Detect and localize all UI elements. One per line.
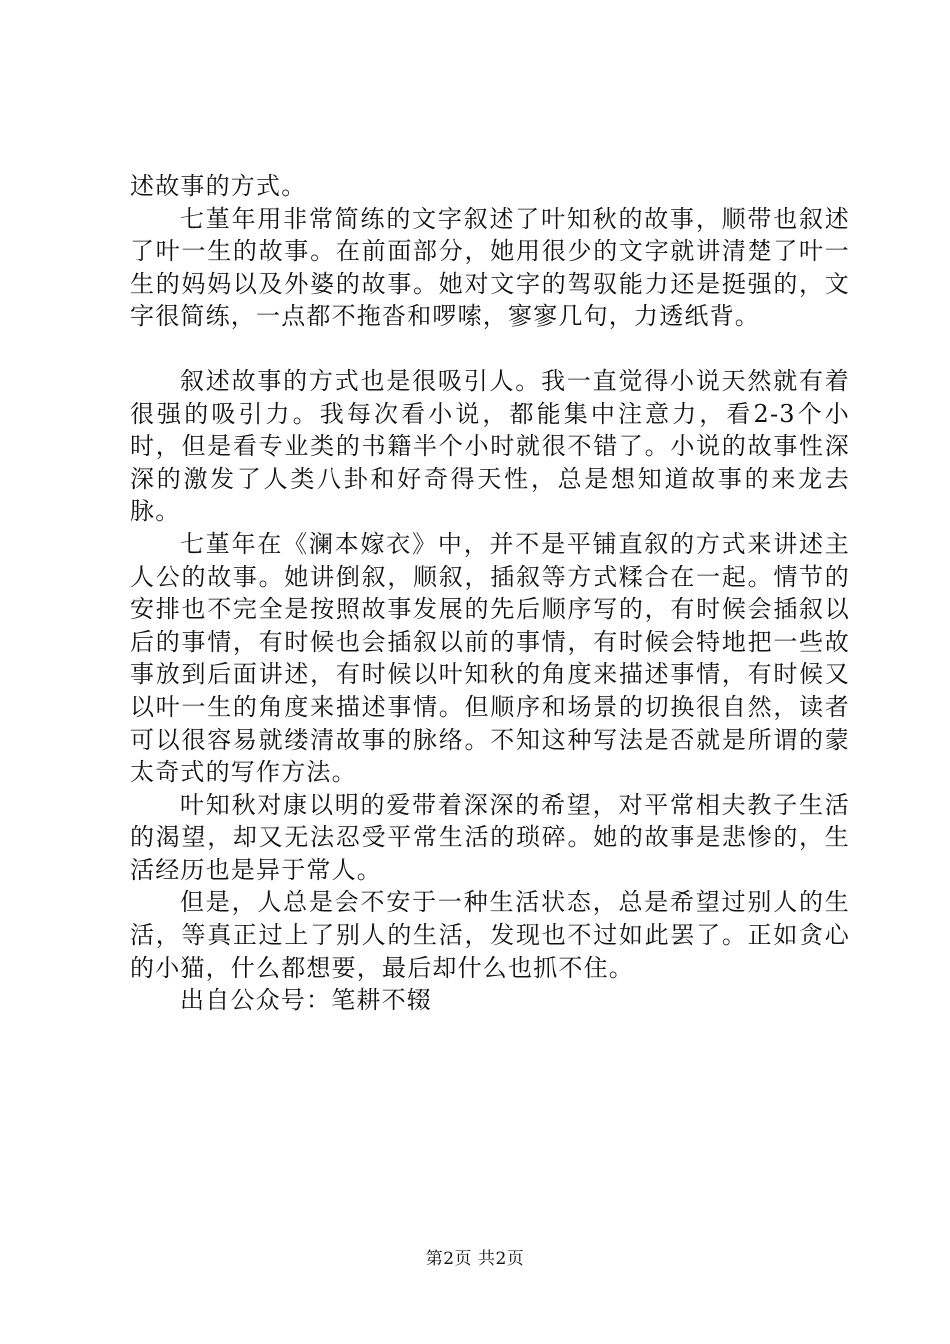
paragraph-6: 但是，人总是会不安于一种生活状态，总是希望过别人的生活，等真正过上了别人的生活，发现也不过如此罢了。正如贪心的小猫，什么都想要，最后却什么也抓不住。 [130,888,850,982]
page-number-footer: 第2页 共2页 [425,1249,525,1269]
paragraph-4: 七堇年在《澜本嫁衣》中，并不是平铺直叙的方式来讲述主人公的故事。她讲倒叙，顺叙，插叙等方式糅合在一起。情节的安排也不完全是按照故事发展的先后顺序写的，有时候会插叙以后的事情，有时候也会插叙以前的事情，有时候会特地把一些故事放到后面讲述，有时候以叶知秋的角度来描述事情，有时候又以叶一生的角度来描述事情。但顺序和场景的切换很自然，读者可以很容易就缕清故事的脉络。不知这种写法是否就是所谓的蒙太奇式的写作方法。 [130,529,850,787]
paragraph-3: 叙述故事的方式也是很吸引人。我一直觉得小说天然就有着很强的吸引力。我每次看小说，都能集中注意力，看2-3个小时，但是看专业类的书籍半个小时就很不错了。小说的故事性深深的激发了人类八卦和好奇得天性，总是想知道故事的来龙去脉。 [130,366,850,526]
paragraph-1: 述故事的方式。 [130,172,307,200]
document-body [130,170,850,1017]
source-note: 出自公众号：笔耕不辍 [180,986,432,1015]
paragraph-5: 叶知秋对康以明的爱带着深深的希望，对平常相夫教子生活的渴望，却又无法忍受平常生活的琐碎。她的故事是悲惨的，生活经历也是异于常人。 [130,790,850,884]
paragraph-2: 七堇年用非常简练的文字叙述了叶知秋的故事，顺带也叙述了叶一生的故事。在前面部分，她用很少的文字就讲清楚了叶一生的妈妈以及外婆的故事。她对文字的驾驭能力还是挺强的，文字很简练，一点都不拖沓和啰嗦，寥寥几句，力透纸背。 [130,204,850,331]
